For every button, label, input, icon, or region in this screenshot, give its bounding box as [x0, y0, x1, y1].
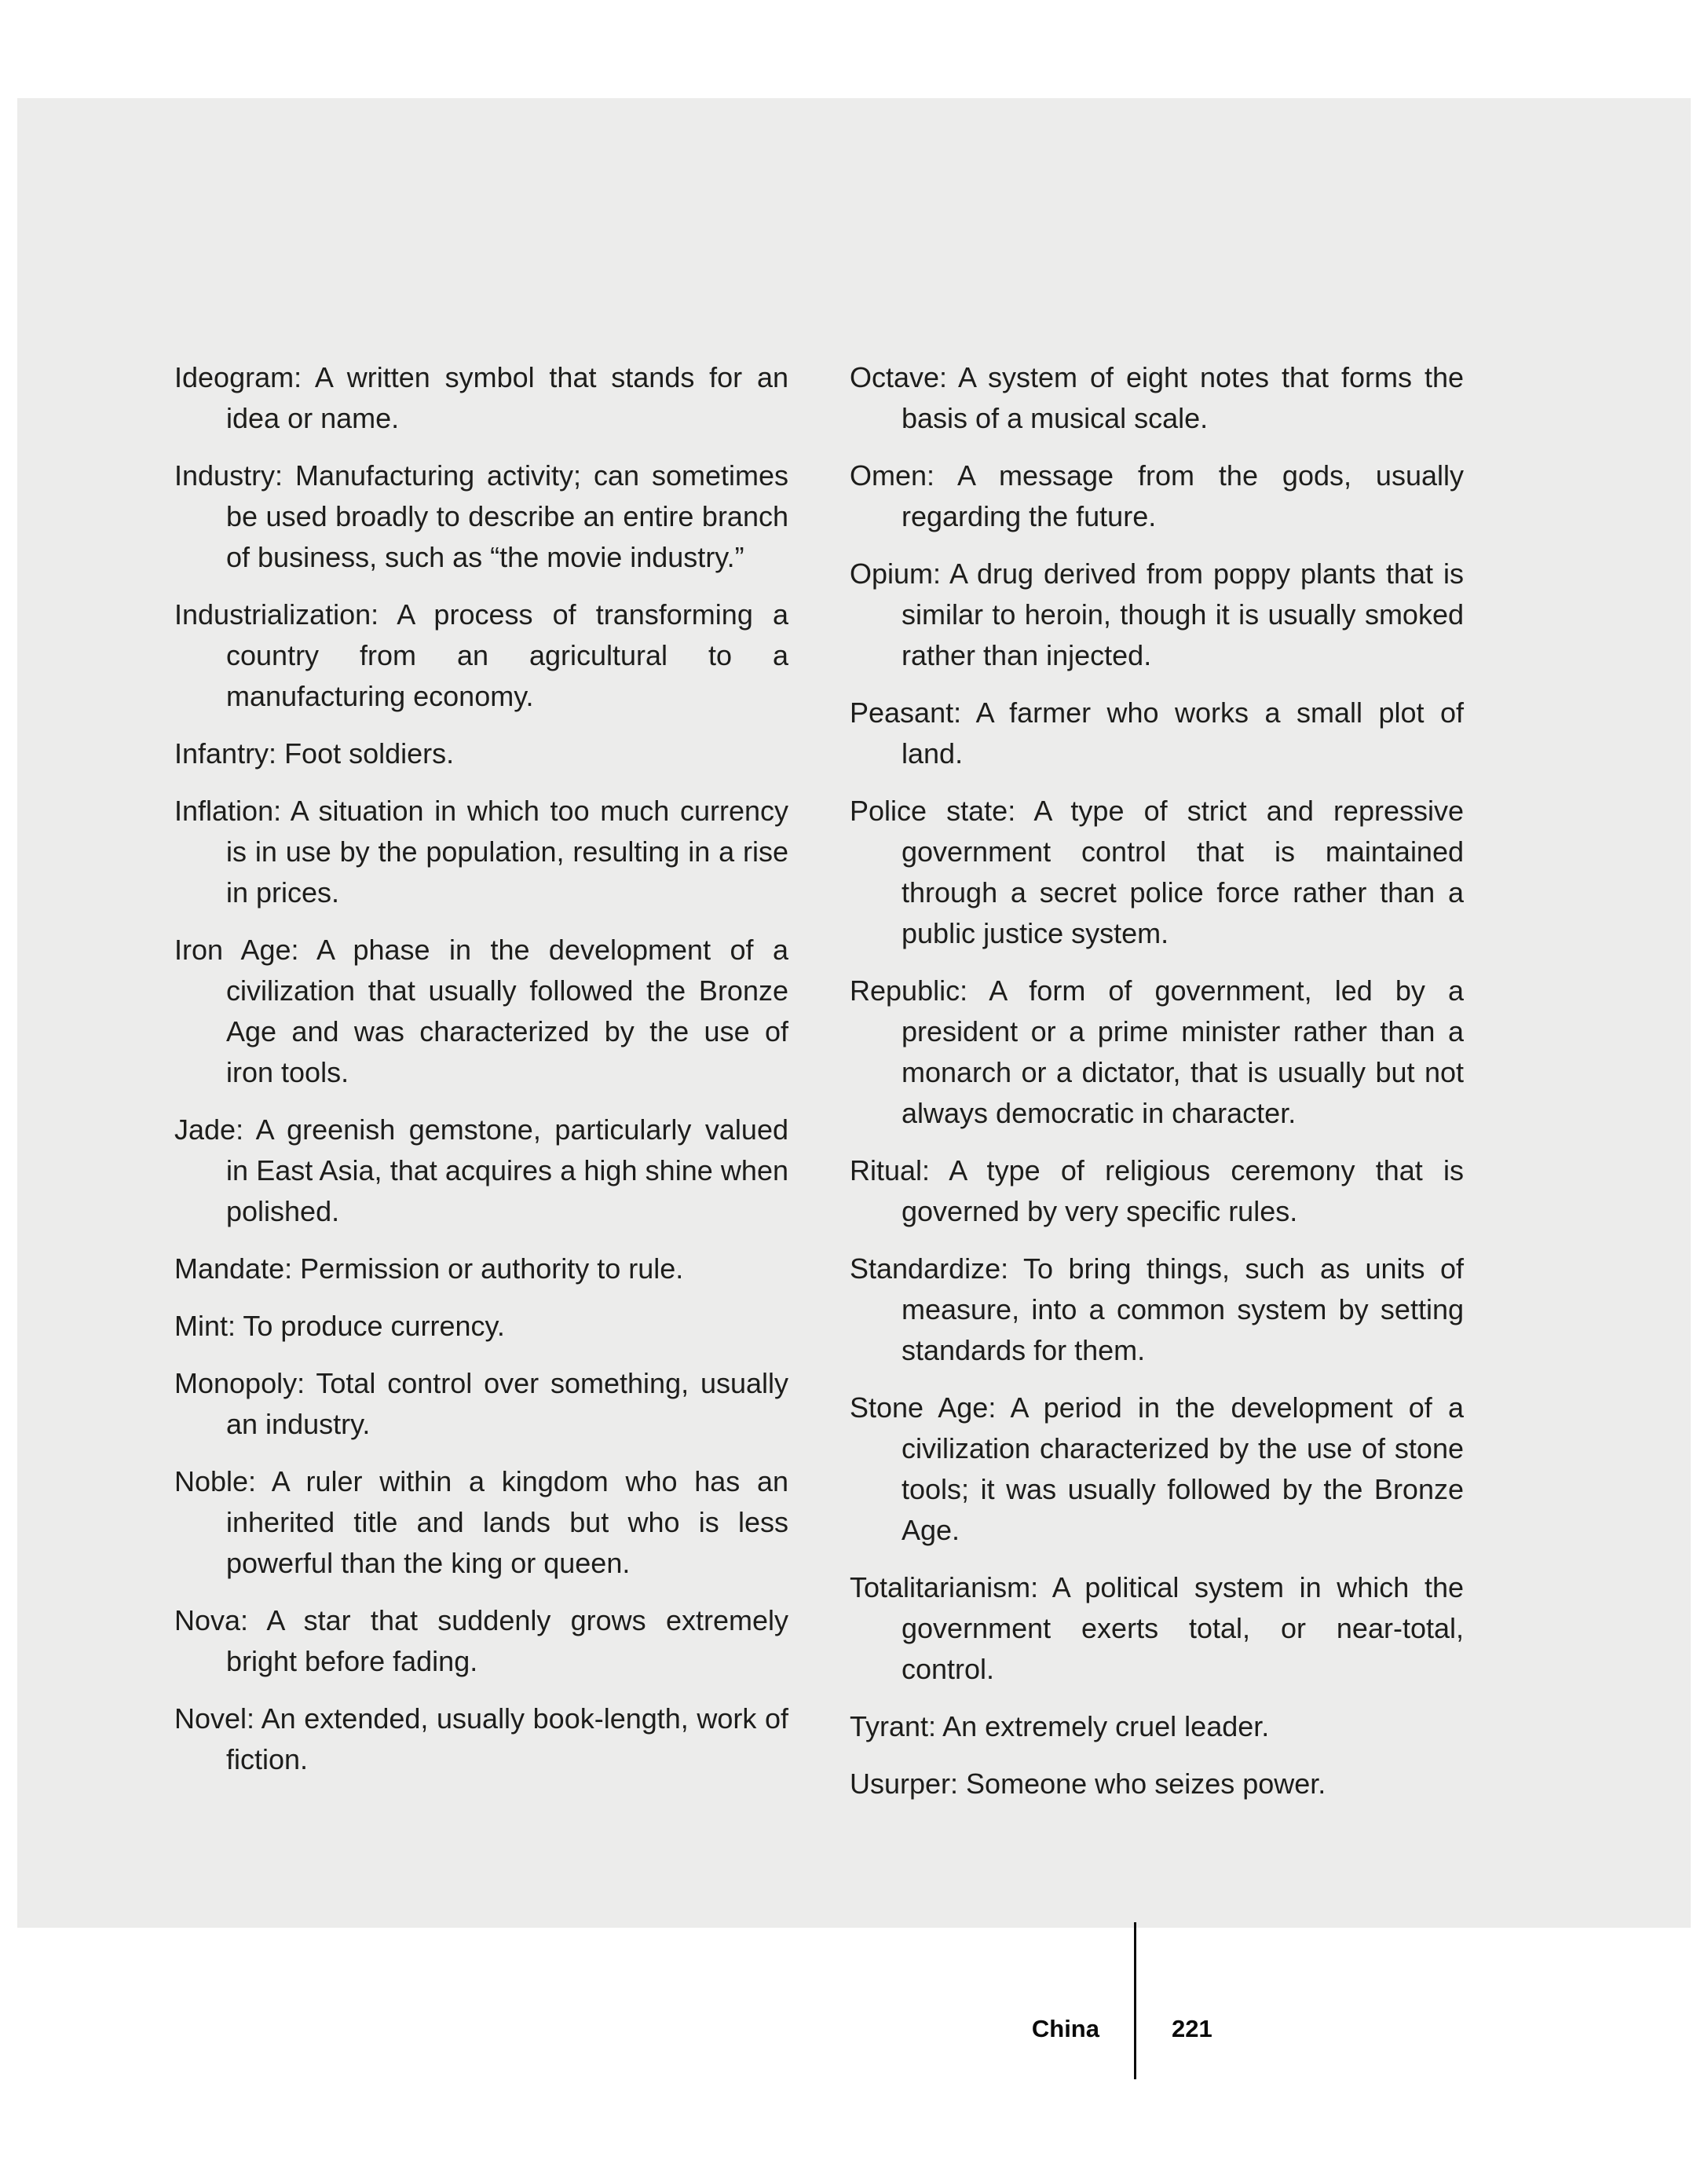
- glossary-term: Ideogram:: [174, 361, 315, 393]
- glossary-entry: [850, 455, 1464, 537]
- footer-page-number: 221: [1172, 2015, 1212, 2042]
- glossary-definition: Manufacturing activity; can sometimes be used broadly to describe an entire branch of business, such as “the movie industry.”: [226, 459, 788, 573]
- glossary-entry: [174, 1698, 788, 1780]
- glossary-term: Octave:: [850, 361, 959, 393]
- glossary-entry: [174, 594, 788, 717]
- footer-divider-rule: [1134, 1922, 1136, 2079]
- glossary-definition: A period in the development of a civilization characterized by the use of stone tools; it was usually followed by the Bronze Age.: [902, 1391, 1465, 1546]
- glossary-term: Police state:: [850, 795, 1034, 827]
- glossary-definition: Someone who seizes power.: [966, 1768, 1326, 1800]
- glossary-term: Opium:: [850, 558, 949, 590]
- glossary-definition: A political system in which the government exerts total, or near-total, control.: [902, 1571, 1464, 1685]
- glossary-entry: [174, 733, 788, 774]
- glossary-definition: Total control over something, usually an industry.: [226, 1367, 789, 1440]
- glossary-term: Nova:: [174, 1604, 267, 1636]
- glossary-term: Industry:: [174, 459, 295, 492]
- glossary-entry: [174, 1306, 788, 1347]
- glossary-definition: A farmer who works a small plot of land.: [902, 696, 1464, 770]
- glossary-term: Inflation:: [174, 795, 291, 827]
- glossary-term: Noble:: [174, 1465, 272, 1497]
- glossary-term: Iron Age:: [174, 934, 316, 966]
- glossary-entry: [850, 1150, 1464, 1232]
- glossary-entry: [850, 1249, 1464, 1371]
- glossary-entry: [174, 791, 788, 913]
- glossary-entry: [850, 357, 1464, 439]
- glossary-entry: [850, 1706, 1464, 1747]
- glossary-entry: [174, 1363, 788, 1445]
- glossary-definition: An extremely cruel leader.: [942, 1710, 1270, 1742]
- page-body-panel: [17, 98, 1691, 1928]
- glossary-definition: To bring things, such as units of measure, into a common system by setting standards for them.: [902, 1252, 1465, 1366]
- glossary-entry: [174, 930, 788, 1093]
- footer-chapter-title: China: [1031, 2015, 1099, 2042]
- glossary-term: Jade:: [174, 1113, 256, 1146]
- glossary-term: Industrialization:: [174, 598, 397, 631]
- glossary-entry: [850, 791, 1464, 954]
- glossary-definition: A drug derived from poppy plants that is similar to heroin, though it is usually smoked rather than injected.: [902, 558, 1464, 671]
- glossary-entry: [174, 1461, 788, 1584]
- glossary-entry: [174, 357, 788, 439]
- glossary-entry: [850, 1567, 1464, 1690]
- glossary-definition: A greenish gemstone, particularly valued in East Asia, that acquires a high shine when polished.: [226, 1113, 788, 1227]
- glossary-definition: To produce currency.: [243, 1310, 505, 1342]
- glossary-definition: A star that suddenly grows extremely bright before fading.: [226, 1604, 788, 1677]
- glossary-term: Totalitarianism:: [850, 1571, 1052, 1603]
- glossary-term: Usurper:: [850, 1768, 967, 1800]
- glossary-entry: [174, 1249, 788, 1289]
- glossary-term: Tyrant:: [850, 1710, 943, 1742]
- glossary-term: Mandate:: [174, 1252, 301, 1285]
- glossary-definition: A situation in which too much currency is in use by the population, resulting in a rise in prices.: [226, 795, 788, 909]
- glossary-entry: [850, 554, 1464, 676]
- glossary-definition: A ruler within a kingdom who has an inherited title and lands but who is less powerful than the king or queen.: [226, 1465, 788, 1579]
- glossary-column-right: [850, 357, 1464, 1821]
- glossary-term: Infantry:: [174, 737, 285, 770]
- glossary-term: Standardize:: [850, 1252, 1023, 1285]
- glossary-definition: A type of strict and repressive government control that is maintained through a secret police force rather than a public justice system.: [902, 795, 1464, 949]
- glossary-definition: Permission or authority to rule.: [300, 1252, 684, 1285]
- glossary-entry: [174, 455, 788, 578]
- glossary-term: Novel:: [174, 1702, 262, 1735]
- glossary-definition: A system of eight notes that forms the basis of a musical scale.: [902, 361, 1464, 434]
- glossary-definition: A written symbol that stands for an idea or name.: [226, 361, 789, 434]
- glossary-entry: [850, 693, 1464, 774]
- glossary-definition: A phase in the development of a civilization that usually followed the Bronze Age and was characterized by the use of iron tools.: [226, 934, 788, 1088]
- glossary-definition: An extended, usually book-length, work of fiction.: [226, 1702, 788, 1775]
- glossary-definition: A message from the gods, usually regarding the future.: [902, 459, 1464, 532]
- glossary-term: Ritual:: [850, 1154, 949, 1186]
- glossary-entry: [174, 1110, 788, 1232]
- glossary-entry: [174, 1600, 788, 1682]
- glossary-definition: A process of transforming a country from an agricultural to a manufacturing economy.: [226, 598, 788, 712]
- glossary-definition: A type of religious ceremony that is governed by very specific rules.: [902, 1154, 1464, 1227]
- glossary-column-left: [174, 357, 788, 1821]
- glossary-entry: [850, 1387, 1464, 1551]
- glossary-term: Stone Age:: [850, 1391, 1011, 1424]
- glossary-definition: A form of government, led by a president or a prime minister rather than a monarch or a dictator, that is usually but not always democratic in character.: [902, 974, 1464, 1129]
- glossary-term: Mint:: [174, 1310, 243, 1342]
- glossary: [174, 357, 1464, 1821]
- glossary-definition: Foot soldiers.: [284, 737, 455, 770]
- glossary-entry: [850, 1764, 1464, 1804]
- glossary-term: Monopoly:: [174, 1367, 316, 1399]
- glossary-term: Republic:: [850, 974, 989, 1007]
- glossary-term: Omen:: [850, 459, 957, 492]
- glossary-term: Peasant:: [850, 696, 976, 729]
- glossary-entry: [850, 971, 1464, 1134]
